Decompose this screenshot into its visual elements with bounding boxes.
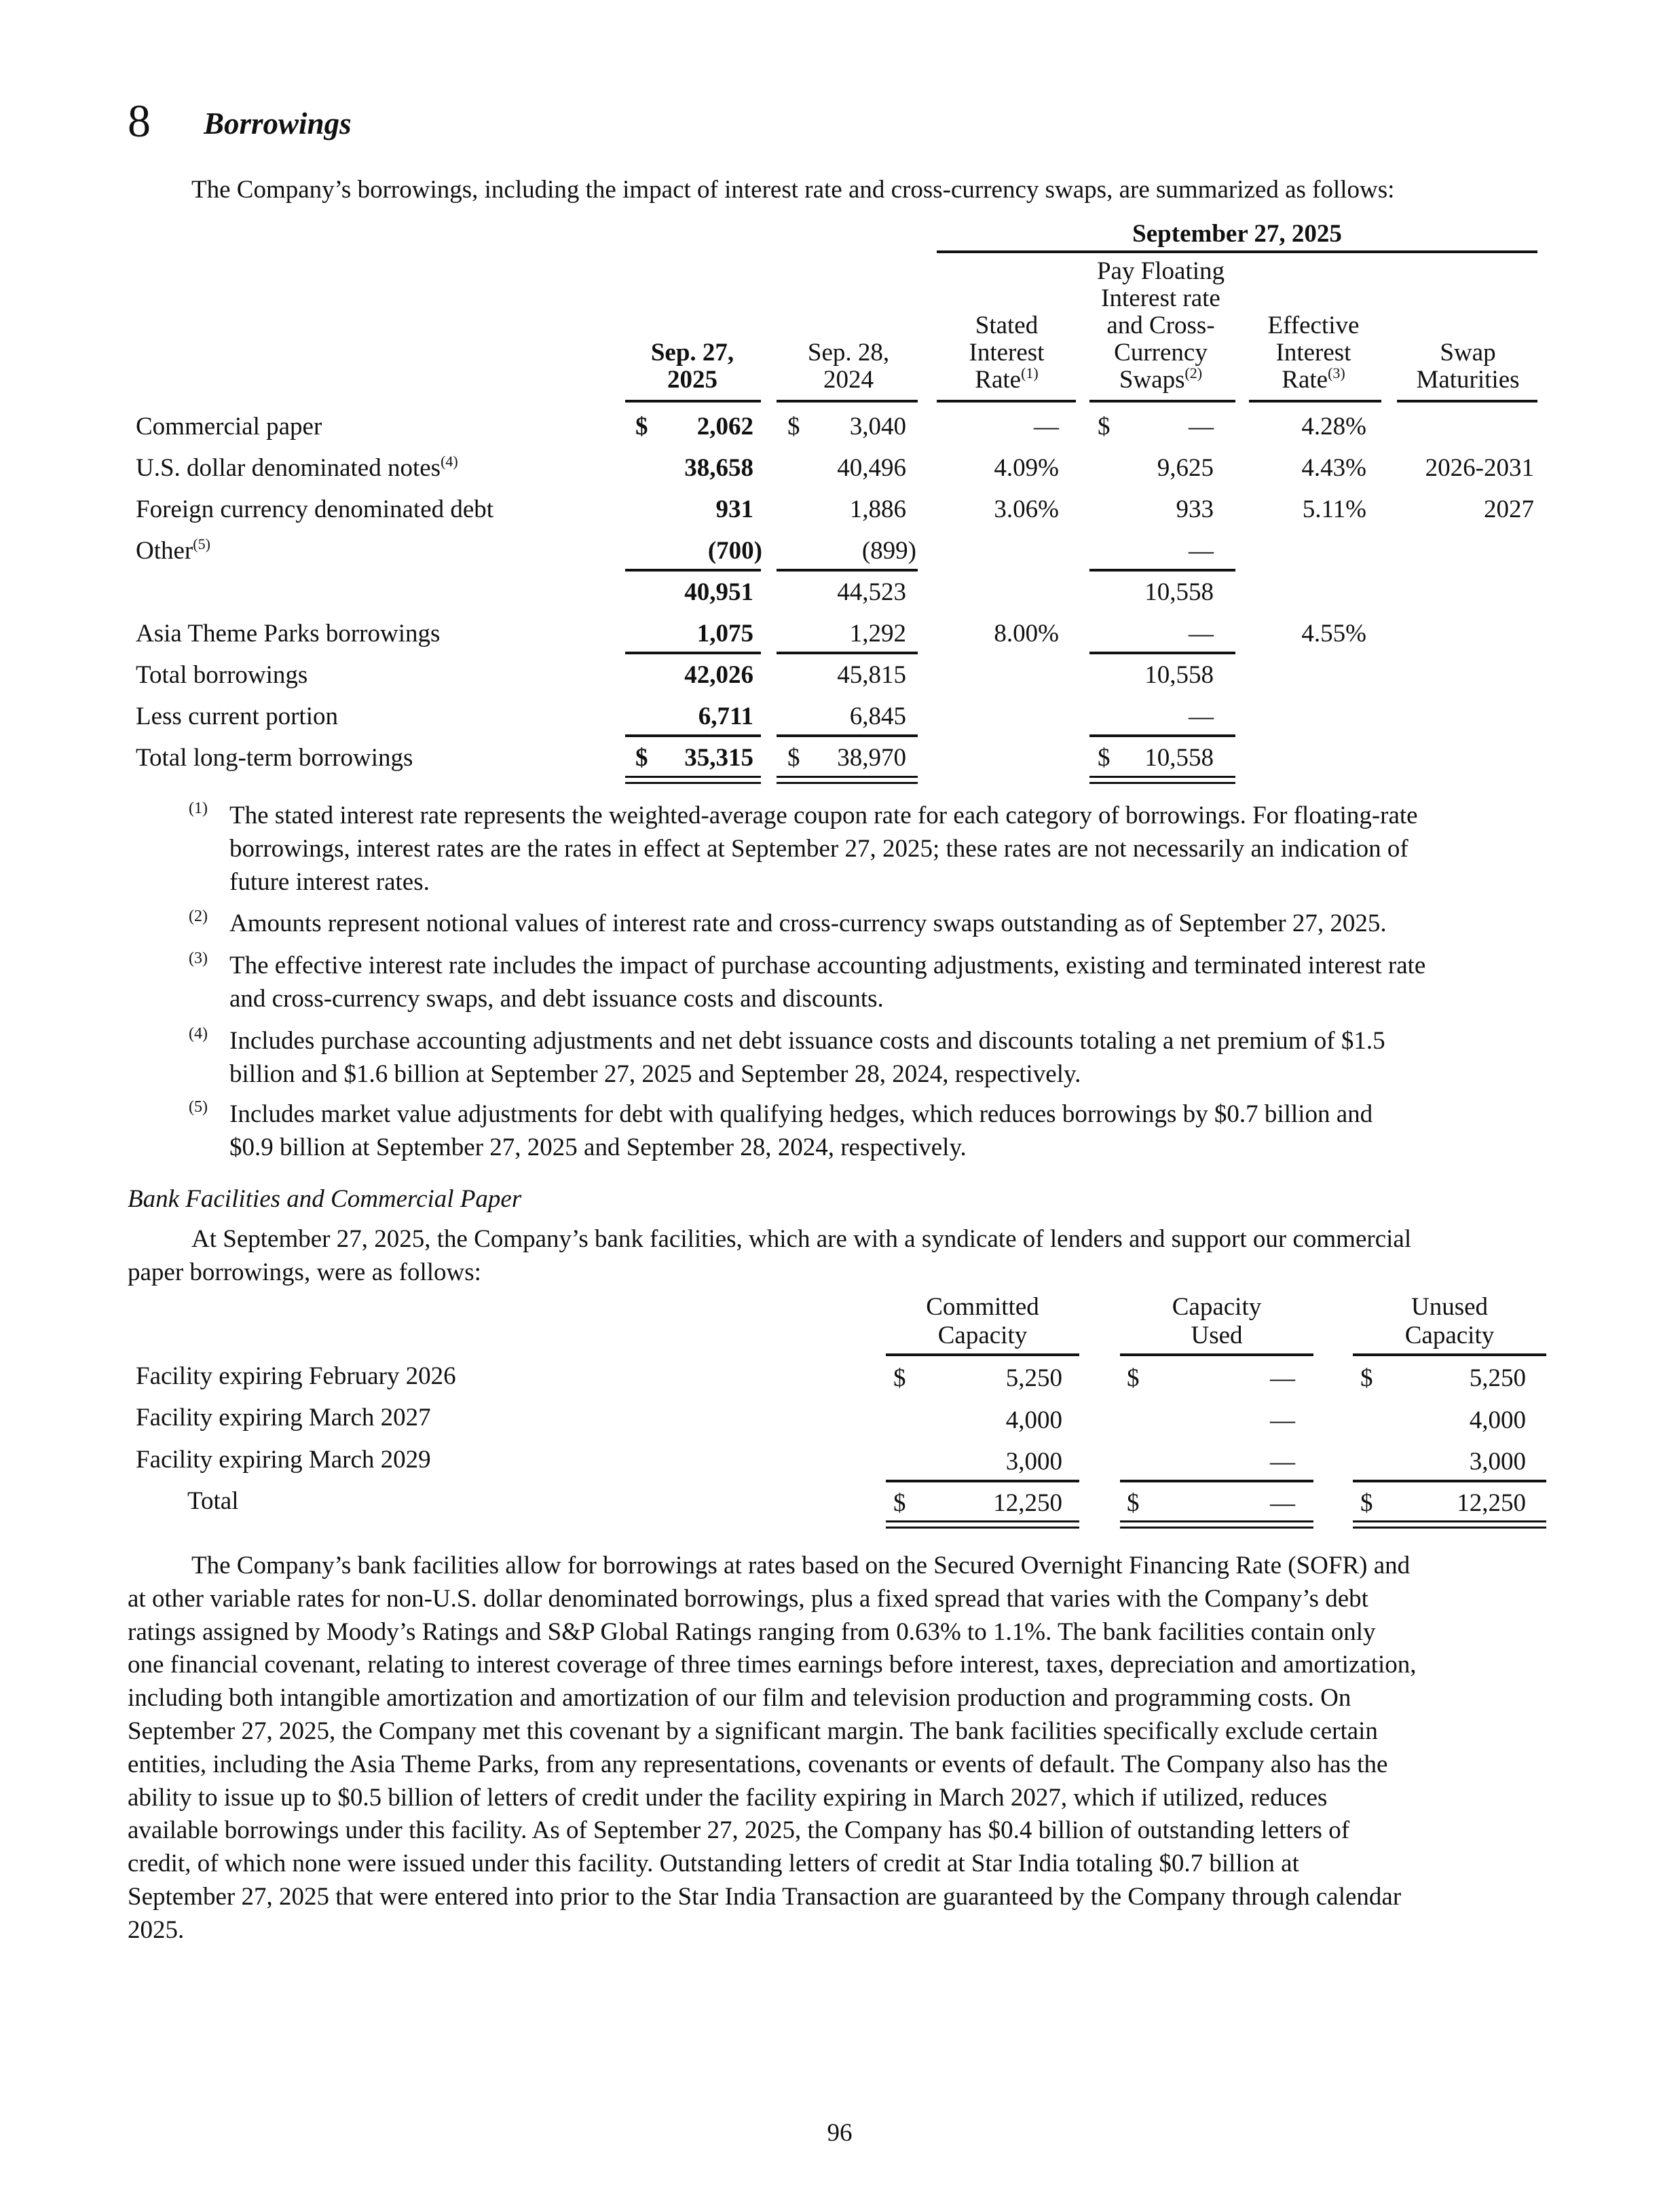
cell-effective: 5.11% — [1302, 495, 1366, 523]
cell-sep28: 1,292 — [849, 620, 906, 648]
col-header-swaps — [1086, 258, 1235, 394]
span-header: September 27, 2025 — [1132, 220, 1342, 248]
section-number: 8 — [128, 95, 151, 147]
para-line: The Company’s bank facilities allow for borrowings at rates based on the Secured Overnight Financing Rate (SOFR) and — [191, 1552, 1411, 1579]
cell-sep28: 6,845 — [849, 703, 906, 730]
cell-committed: 4,000 — [1005, 1406, 1062, 1434]
dollar-sign: $ — [787, 413, 800, 441]
col-header-line: Sep. 27, — [650, 339, 734, 367]
cell-swaps: 933 — [1176, 495, 1214, 523]
cell-effective: 4.28% — [1301, 413, 1366, 441]
bank-intro — [128, 1223, 1546, 1290]
para-line: At September 27, 2025, the Company’s bank facilities, which are with a syndicate of lenders and support our commercial — [191, 1225, 1412, 1253]
footnote-ref: (3) — [1328, 364, 1345, 381]
section-title: Borrowings — [204, 107, 352, 141]
cell-maturities: 2026-2031 — [1425, 454, 1534, 482]
dollar-sign: $ — [893, 1364, 906, 1392]
total-double-rule-sep27 — [625, 776, 761, 784]
row-label-text: Other — [136, 537, 193, 565]
col-header-used — [1120, 1293, 1313, 1350]
span-header-rule — [937, 250, 1537, 253]
total-double-rule-swaps — [1089, 776, 1235, 784]
col-header-word: Rate — [975, 366, 1022, 394]
col-header-line: 2025 — [667, 366, 717, 394]
footnote-line: Includes purchase accounting adjustments and net debt issuance costs and discounts totaling a net premium of $1.5 — [229, 1027, 1385, 1055]
subtotal-rule-sep27 — [625, 569, 761, 572]
subtotal-rule-swaps — [1089, 734, 1235, 737]
footnote-text — [229, 1098, 1373, 1164]
cell-stated: — — [1034, 413, 1059, 441]
col-header-committed — [886, 1293, 1079, 1350]
footnote-line: future interest rates. — [229, 868, 430, 896]
header-rule-maturities — [1397, 400, 1537, 403]
para-line: credit, of which none were issued under this facility. Outstanding letters of credit at Star India totaling $0.7 billion at — [128, 1850, 1299, 1878]
cell-swaps: — — [1189, 537, 1214, 565]
col-header-stated — [935, 312, 1078, 394]
row-label: Facility expiring February 2026 — [136, 1362, 456, 1390]
row-label — [136, 534, 210, 567]
header-rule-swaps — [1089, 400, 1235, 403]
col-header-line: Maturities — [1416, 366, 1520, 394]
col-header-maturities — [1398, 339, 1537, 394]
cell-unused: 5,250 — [1469, 1364, 1526, 1392]
col-header-effective — [1246, 312, 1381, 394]
cell-swaps: — — [1189, 620, 1214, 648]
cell-used: — — [1270, 1448, 1295, 1476]
cell-sep28: 1,886 — [849, 495, 906, 523]
footnote-text — [229, 1024, 1385, 1091]
col-header-line: Stated — [975, 312, 1039, 339]
cell-sep27: 38,658 — [684, 454, 753, 482]
cell-stated: 4.09% — [994, 454, 1059, 482]
col-header-line: and Cross- — [1106, 312, 1215, 339]
cell-sep28: 3,040 — [849, 413, 906, 441]
row-label — [136, 493, 493, 526]
cell-stated: 8.00% — [994, 620, 1059, 648]
intro-text: The Company’s borrowings, including the impact of interest rate and cross-currency swaps, are summarized as follows: — [191, 176, 1395, 204]
subtotal-rule-sep28 — [777, 734, 918, 737]
row-label: Facility expiring March 2027 — [136, 1404, 431, 1432]
header-rule-stated — [937, 400, 1076, 403]
dollar-sign: $ — [1360, 1489, 1373, 1517]
footnote-line: The effective interest rate includes the impact of purchase accounting adjustments, existing and terminated interest rate — [229, 952, 1426, 979]
row-label — [136, 700, 338, 733]
para-line: ratings assigned by Moody’s Ratings and S&P Global Ratings ranging from 0.63% to 1.1%. The bank facilities contain only — [128, 1617, 1376, 1646]
page-number: 96 — [827, 2119, 853, 2147]
cell-sep27: 40,951 — [684, 578, 753, 606]
dollar-sign: $ — [1098, 744, 1110, 772]
footnote-line: Amounts represent notional values of interest rate and cross-currency swaps outstanding as of September 27, 2025. — [229, 910, 1387, 937]
cell-sep27: 35,315 — [684, 744, 753, 772]
cell-swaps: 10,558 — [1144, 744, 1214, 772]
para-line: at other variable rates for non-U.S. dollar denominated borrowings, plus a fixed spread that varies with the Company’s debt — [128, 1584, 1368, 1613]
cell-swaps: 10,558 — [1144, 578, 1214, 606]
col-header-line: Capacity — [1172, 1293, 1262, 1321]
col-header-line: Interest — [1275, 339, 1351, 367]
header-rule-unused — [1353, 1353, 1546, 1356]
cell-sep28: 45,815 — [837, 661, 906, 689]
header-rule-sep28 — [777, 400, 918, 403]
subtotal-rule-sep28 — [777, 652, 918, 654]
row-label-text: Asia Theme Parks borrowings — [136, 620, 441, 648]
col-header-sep27 — [624, 339, 760, 394]
header-rule-effective — [1249, 400, 1381, 403]
cell-committed: 5,250 — [1005, 1364, 1062, 1392]
para-line: 2025. — [128, 1915, 185, 1944]
footnote-line: $0.9 billion at September 27, 2025 and September 28, 2024, respectively. — [229, 1134, 967, 1161]
footnote-number: (3) — [189, 950, 208, 967]
col-header-line: Used — [1191, 1322, 1243, 1349]
row-label-text: Foreign currency denominated debt — [136, 495, 494, 523]
footnote-number: (4) — [189, 1025, 208, 1043]
col-header-line: Currency — [1114, 339, 1208, 367]
total-double-rule-used — [1120, 1520, 1313, 1529]
col-header-line: Unused — [1411, 1293, 1489, 1321]
footnote-text — [229, 799, 1418, 899]
row-label — [136, 741, 413, 774]
col-header-unused — [1353, 1293, 1546, 1350]
footnote-line: billion and $1.6 billion at September 27, 2025 and September 28, 2024, respectively. — [229, 1060, 1081, 1088]
para-line: paper borrowings, were as follows: — [128, 1258, 481, 1286]
subtotal-rule-unused — [1353, 1480, 1546, 1482]
cell-effective: 4.43% — [1301, 454, 1366, 482]
total-double-rule-sep28 — [777, 776, 918, 784]
col-header-line: Committed — [926, 1293, 1039, 1321]
cell-swaps: 10,558 — [1144, 661, 1214, 689]
row-label-text: Less current portion — [136, 703, 338, 730]
col-header-word: Rate — [1282, 366, 1328, 394]
dollar-sign: $ — [1127, 1489, 1140, 1517]
subtotal-rule-sep28 — [777, 569, 918, 572]
para-line: one financial covenant, relating to interest coverage of three times earnings before interest, taxes, depreciation and amortization, — [128, 1651, 1417, 1679]
footnote-ref: (4) — [441, 453, 458, 470]
closing-paragraph — [128, 1550, 1417, 1947]
cell-unused: 4,000 — [1469, 1406, 1526, 1434]
cell-sep27: 1,075 — [696, 620, 753, 648]
row-label-text: Total long-term borrowings — [136, 744, 413, 772]
row-label-text: U.S. dollar denominated notes — [136, 454, 441, 482]
cell-maturities: 2027 — [1484, 495, 1534, 523]
cell-sep27: 42,026 — [684, 661, 753, 689]
cell-swaps: — — [1189, 703, 1214, 730]
para-line: including both intangible amortization and amortization of our film and television production and programming costs. On — [128, 1684, 1351, 1713]
col-header-line: Capacity — [937, 1322, 1028, 1349]
dollar-sign: $ — [893, 1489, 906, 1517]
para-line: September 27, 2025, the Company met this covenant by a significant margin. The bank facilities specifically exclude certain — [128, 1717, 1378, 1745]
para-line: available borrowings under this facility. As of September 27, 2025, the Company has $0.4 billion of outstanding letters of — [128, 1816, 1350, 1845]
dollar-sign: $ — [1098, 413, 1110, 441]
col-header-word: Swaps — [1119, 366, 1185, 394]
para-line: entities, including the Asia Theme Parks, from any representations, covenants or events of default. The Company also has the — [128, 1750, 1388, 1778]
subsection-heading: Bank Facilities and Commercial Paper — [128, 1185, 522, 1213]
para-line: ability to issue up to $0.5 billion of letters of credit under the facility expiring in March 2027, which if utilized, reduces — [128, 1783, 1328, 1812]
col-header-line — [1246, 364, 1381, 394]
footnote-number: (1) — [189, 800, 208, 817]
col-header-line — [935, 364, 1078, 394]
cell-unused: 12,250 — [1457, 1489, 1526, 1517]
footnote-line: and cross-currency swaps, and debt issuance costs and discounts. — [229, 985, 884, 1013]
col-header-sep28 — [781, 339, 916, 394]
col-header-line: Effective — [1267, 312, 1360, 339]
dollar-sign: $ — [635, 413, 648, 441]
dollar-sign: $ — [635, 744, 648, 772]
footnote-text — [229, 907, 1387, 940]
cell-used: — — [1270, 1364, 1295, 1392]
dollar-sign: $ — [1127, 1364, 1140, 1392]
dollar-sign: $ — [1360, 1364, 1373, 1392]
footnote-line: The stated interest rate represents the weighted-average coupon rate for each category of borrowings. For floating-rate — [229, 802, 1418, 829]
cell-sep28: 38,970 — [837, 744, 906, 772]
footnote-number: (5) — [189, 1098, 208, 1116]
row-label-text: Commercial paper — [136, 413, 322, 441]
col-header-line: Capacity — [1404, 1322, 1495, 1349]
cell-used: — — [1270, 1406, 1295, 1434]
col-header-line: Sep. 28, — [807, 339, 890, 367]
col-header-line: Swap — [1440, 339, 1496, 367]
header-rule-sep27 — [625, 400, 761, 403]
header-rule-committed — [886, 1353, 1079, 1356]
col-header-line — [1086, 364, 1235, 394]
subtotal-rule-committed — [886, 1480, 1079, 1482]
subtotal-rule-swaps — [1089, 569, 1235, 572]
cell-stated: 3.06% — [994, 495, 1059, 523]
cell-sep28: 44,523 — [837, 578, 906, 606]
cell-swaps: — — [1189, 413, 1214, 441]
row-label: Total — [187, 1487, 239, 1515]
total-double-rule-committed — [886, 1520, 1079, 1529]
cell-sep27: 2,062 — [696, 413, 753, 441]
col-header-line: Interest — [969, 339, 1045, 367]
para-line: September 27, 2025 that were entered into prior to the Star India Transaction are guaranteed by the Company through calendar — [128, 1882, 1402, 1911]
subtotal-rule-swaps — [1089, 652, 1235, 654]
cell-committed: 12,250 — [993, 1489, 1062, 1517]
header-rule-used — [1120, 1353, 1313, 1356]
footnote-number: (2) — [189, 908, 208, 925]
row-label-text: Total borrowings — [136, 661, 308, 689]
footnote-ref: (1) — [1021, 364, 1039, 381]
subtotal-rule-sep27 — [625, 652, 761, 654]
footnote-line: Includes market value adjustments for debt with qualifying hedges, which reduces borrowings by $0.7 billion and — [229, 1100, 1373, 1128]
footnote-text — [229, 949, 1425, 1015]
subtotal-rule-sep27 — [625, 734, 761, 737]
footnote-line: borrowings, interest rates are the rates in effect at September 27, 2025; these rates are not necessarily an indication of — [229, 835, 1408, 863]
cell-effective: 4.55% — [1301, 620, 1366, 648]
col-header-line: Pay Floating — [1096, 257, 1225, 285]
footnote-ref: (2) — [1184, 364, 1203, 381]
row-label — [136, 658, 307, 692]
cell-sep27: 931 — [715, 495, 753, 523]
cell-used: — — [1270, 1489, 1295, 1517]
total-double-rule-unused — [1353, 1520, 1546, 1529]
col-header-line: Interest rate — [1101, 284, 1220, 312]
cell-sep28: 40,496 — [837, 454, 906, 482]
cell-sep27: 6,711 — [698, 703, 753, 730]
subtotal-rule-used — [1120, 1480, 1313, 1482]
dollar-sign: $ — [787, 744, 800, 772]
cell-sep27: (700) — [707, 537, 762, 565]
cell-sep28: (899) — [861, 537, 916, 565]
cell-committed: 3,000 — [1005, 1448, 1062, 1476]
col-header-line: 2024 — [823, 366, 874, 394]
row-label — [136, 410, 322, 443]
cell-swaps: 9,625 — [1157, 454, 1214, 482]
row-label: Facility expiring March 2029 — [136, 1446, 431, 1474]
row-label — [136, 451, 458, 485]
row-label — [136, 617, 440, 650]
cell-unused: 3,000 — [1469, 1448, 1526, 1476]
footnote-ref: (5) — [193, 536, 210, 553]
